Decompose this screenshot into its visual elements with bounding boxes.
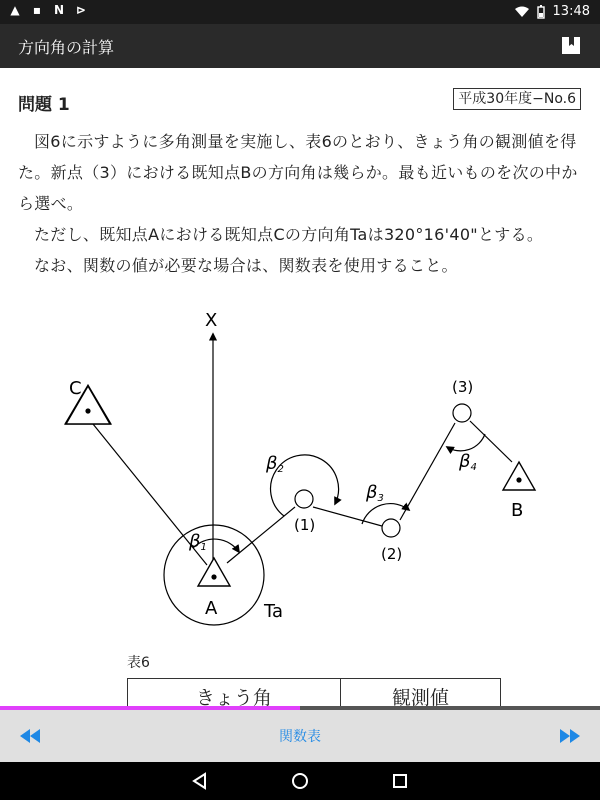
point-3-label: (3) xyxy=(452,378,474,396)
system-indicators xyxy=(515,4,590,19)
next-question-icon[interactable] xyxy=(558,726,582,746)
point-3-marker xyxy=(453,404,471,422)
point-c-label: C xyxy=(69,378,82,399)
point-2-marker xyxy=(382,519,400,537)
beta1-label: β1 xyxy=(189,531,207,553)
back-icon[interactable] xyxy=(190,771,210,791)
beta3-label: β3 xyxy=(366,482,384,504)
clock: 13:48 xyxy=(552,4,590,19)
warning-icon: ▲ xyxy=(10,3,20,17)
point-b-label: B xyxy=(511,500,524,521)
beta2-label: β2 xyxy=(266,453,284,475)
table-caption: 表6 xyxy=(127,655,150,671)
point-b-marker xyxy=(503,462,535,490)
wifi-icon xyxy=(515,6,529,18)
point-a-label: A xyxy=(205,598,218,619)
question-text xyxy=(18,126,584,281)
table-header-angle: きょう角 xyxy=(128,679,341,707)
question-paragraph: なお、関数の値が必要な場合は、関数表を使用すること。 xyxy=(34,256,458,275)
question-paragraph: 図6に示すように多角測量を実施し、表6のとおり、きょう角の観測値を得た。新点（3）における既知点Bの方向角は幾らか。最も近いものを次の中から選べ。 xyxy=(18,132,578,213)
north-label: X xyxy=(205,310,218,331)
function-table-button[interactable]: 関数表 xyxy=(279,729,321,745)
table-header-value: 観測値 xyxy=(340,679,500,707)
line-a-1 xyxy=(227,507,295,563)
azimuth-label: Ta xyxy=(264,601,284,622)
point-a-marker xyxy=(198,558,230,586)
point-2-label: (2) xyxy=(381,545,403,563)
beta4-label: β4 xyxy=(459,451,477,473)
image-icon: ▪ xyxy=(32,3,42,17)
line-3-b xyxy=(470,421,512,462)
status-bar xyxy=(0,0,600,24)
battery-icon xyxy=(537,5,545,19)
page-title: 方向角の計算 xyxy=(18,38,115,57)
app-bar xyxy=(0,24,600,68)
app-icon: ⊳ xyxy=(75,3,87,17)
traverse-diagram xyxy=(0,293,600,633)
observation-table xyxy=(127,678,501,706)
previous-question-icon[interactable] xyxy=(18,726,42,746)
notification-icons xyxy=(8,3,88,17)
point-1-marker xyxy=(295,490,313,508)
point-1-label: (1) xyxy=(294,516,316,534)
question-paragraph: ただし、既知点Aにおける既知点Cの方向角Taは320°16'40"とする。 xyxy=(34,225,544,244)
recents-icon[interactable] xyxy=(390,771,410,791)
question-content[interactable] xyxy=(0,68,600,706)
line-2-3 xyxy=(400,423,455,520)
home-icon[interactable] xyxy=(290,771,310,791)
bottom-toolbar xyxy=(0,710,600,762)
system-navigation-bar xyxy=(0,762,600,800)
question-source-badge: 平成30年度−No.6 xyxy=(453,88,581,110)
beta4-arc xyxy=(447,434,485,451)
bookmark-icon[interactable] xyxy=(560,34,582,56)
n-icon: N xyxy=(53,3,65,17)
question-title: 問題 1 xyxy=(18,95,70,115)
